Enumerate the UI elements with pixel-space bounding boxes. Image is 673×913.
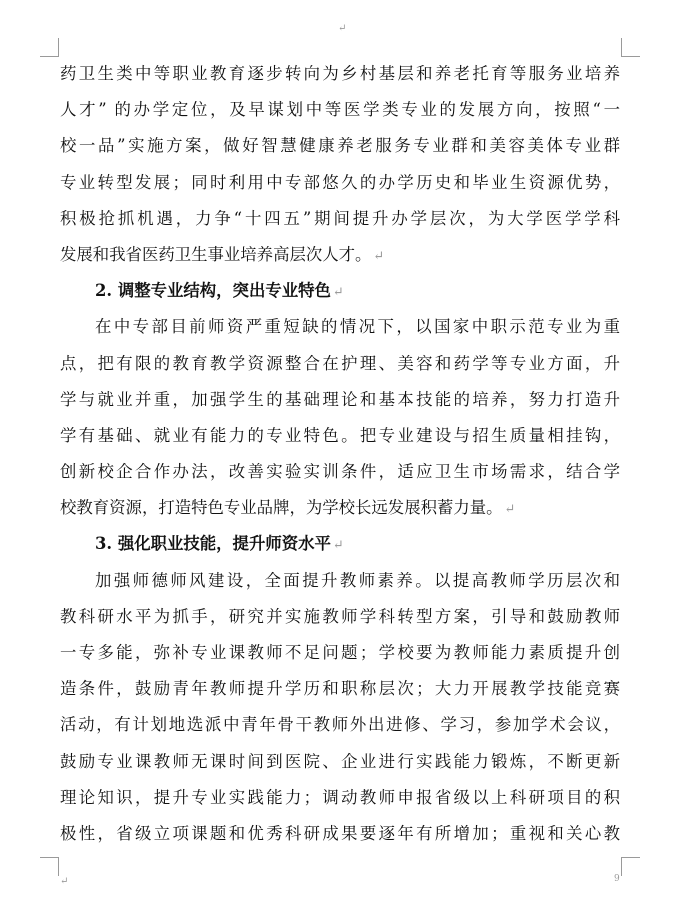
line-text: 药卫生类中等职业教育逐步转向为乡村基层和养老托育等服务业培养	[60, 64, 620, 83]
text-line	[60, 635, 620, 671]
text-line	[60, 309, 620, 345]
line-text: 教科研水平为抓手，研究并实施教师学科转型方案，引导和鼓励教师	[60, 606, 620, 626]
text-line	[60, 92, 620, 128]
body-text[interactable]	[60, 56, 620, 852]
line-text: 造条件，鼓励青年教师提升学历和职称层次；大力开展教学技能竞赛	[60, 679, 620, 699]
text-line	[60, 454, 620, 490]
line-text: 专业转型发展；同时利用中专部悠久的办学历史和毕业生资源优势，	[60, 172, 620, 192]
page-number: 9	[614, 874, 620, 884]
text-line	[60, 128, 620, 164]
paragraph-mark: ↵	[373, 248, 385, 264]
line-text: 理论知识，提升专业实践能力；调动教师申报省级以上科研项目的积	[60, 787, 620, 807]
text-line	[60, 816, 620, 852]
text-line	[60, 382, 620, 418]
line-text: 创新校企合作办法，改善实验实训条件，适应卫生市场需求，结合学	[60, 462, 620, 482]
text-line	[60, 563, 620, 599]
text-line	[60, 599, 620, 635]
line-text: 活动，有计划地选派中青年骨干教师外出进修、学习，参加学术会议，	[60, 715, 620, 735]
line-text: 2. 调整专业结构，突出专业特色	[95, 281, 331, 301]
line-text: 学有基础、就业有能力的专业特色。把专业建设与招生质量相挂钩，	[60, 425, 620, 445]
text-line	[60, 490, 620, 526]
text-line	[60, 346, 620, 382]
section-heading	[60, 526, 620, 562]
line-text: 加强师德师风建设，全面提升教师素养。以提高教师学历层次和	[95, 570, 620, 590]
header-paragraph-mark: ↵	[338, 23, 347, 34]
text-line	[60, 165, 620, 201]
text-line	[60, 744, 620, 780]
text-line	[60, 201, 620, 237]
line-text: 极性，省级立项课题和优秀科研成果要逐年有所增加；重视和关心教	[60, 823, 620, 843]
line-text: 在中专部目前师资严重短缺的情况下，以国家中职示范专业为重	[95, 317, 620, 337]
text-line	[60, 56, 620, 92]
paragraph-mark: ↵	[332, 538, 344, 554]
text-line	[60, 707, 620, 743]
line-text: 点，把有限的教育教学资源整合在护理、美容和药学等专业方面，升	[60, 353, 620, 373]
line-text: 一专多能，弥补专业课教师不足问题；学校要为教师能力素质提升创	[60, 643, 620, 662]
line-text: 发展和我省医药卫生事业培养高层次人才。	[60, 244, 372, 264]
line-text: 3. 强化职业技能，提升师资水平	[95, 534, 331, 554]
crop-mark-top-right	[621, 38, 640, 57]
line-text: 鼓励专业课教师无课时间到医院、企业进行实践能力锻炼，不断更新	[60, 751, 620, 771]
section-heading	[60, 273, 620, 309]
crop-mark-top-left	[40, 38, 59, 57]
crop-mark-bottom-right	[621, 857, 640, 876]
paragraph-mark: ↵	[332, 285, 344, 301]
line-text: 校一品”实施方案，做好智慧健康养老服务专业群和美容美体专业群	[60, 136, 620, 156]
line-text: 人才” 的办学定位，及早谋划中等医学类专业的发展方向，按照“一	[60, 100, 620, 120]
paragraph-mark: ↵	[504, 502, 516, 518]
text-line	[60, 780, 620, 816]
text-line	[60, 418, 620, 454]
text-line	[60, 671, 620, 707]
line-text: 积极抢抓机遇，力争“十四五”期间提升办学层次，为大学医学学科	[60, 208, 620, 228]
text-line	[60, 237, 620, 273]
line-text: 校教育资源，打造特色专业品牌，为学校长远发展积蓄力量。	[60, 498, 503, 518]
line-text: 学与就业并重，加强学生的基础理论和基本技能的培养，努力打造升	[60, 389, 620, 409]
footer-paragraph-mark: ↵	[60, 876, 69, 887]
crop-mark-bottom-left	[40, 857, 59, 876]
